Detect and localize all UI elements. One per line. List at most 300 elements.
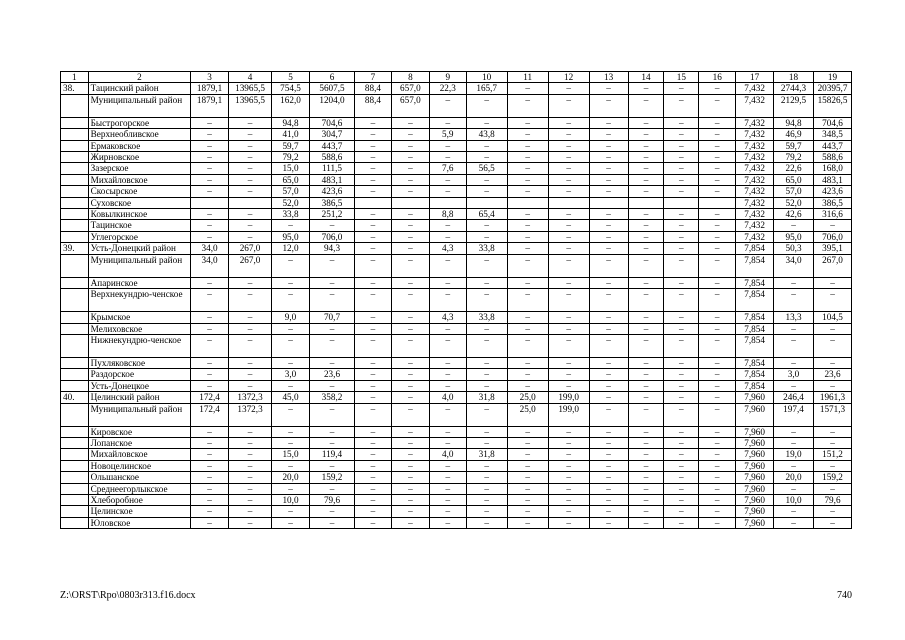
row-number-cell [61,517,89,528]
value-cell: 395,1 [813,243,851,254]
value-cell: – [229,231,272,242]
value-cell [548,197,589,208]
value-cell: – [191,323,229,334]
row-number-cell [61,209,89,220]
value-cell: – [813,357,851,368]
table-row [61,357,852,368]
value-cell: – [548,186,589,197]
header-cell: 15 [664,72,699,83]
value-cell: – [507,506,548,517]
value-cell: – [628,231,664,242]
value-cell: 423,6 [813,186,851,197]
value-cell: 52,0 [272,197,310,208]
value-cell [664,197,699,208]
row-number-cell [61,369,89,380]
value-cell: – [391,323,429,334]
row-number-cell [61,129,89,140]
value-cell: – [548,83,589,94]
header-cell: 6 [309,72,354,83]
value-cell: – [191,140,229,151]
value-cell: 7,432 [736,94,774,117]
value-cell: 2744,3 [774,83,814,94]
value-cell: – [628,517,664,528]
value-cell: – [466,517,507,528]
value-cell: – [391,254,429,277]
value-cell: 172,4 [191,403,229,426]
district-name-cell: Среднеегорлыкское [88,483,190,494]
value-cell: – [272,426,310,437]
table-row [61,117,852,128]
value-cell: – [699,83,736,94]
value-cell: 7,960 [736,426,774,437]
row-number-cell [61,403,89,426]
value-cell: – [429,437,466,448]
value-cell: – [355,494,392,505]
value-cell: – [355,369,392,380]
value-cell: – [664,163,699,174]
value-cell: – [429,174,466,185]
value-cell: – [429,254,466,277]
value-cell: – [664,449,699,460]
district-name-cell: Михайловское [88,449,190,460]
header-row [61,72,852,83]
value-cell: 7,432 [736,152,774,163]
value-cell: – [548,140,589,151]
value-cell: – [628,506,664,517]
table-row [61,197,852,208]
value-cell: – [507,277,548,288]
value-cell: – [272,289,310,312]
district-name-cell: Целинский район [88,392,190,403]
header-cell: 16 [699,72,736,83]
value-cell: – [589,209,628,220]
value-cell: 4,0 [429,449,466,460]
value-cell: – [628,369,664,380]
value-cell: 7,432 [736,140,774,151]
value-cell: – [272,357,310,368]
value-cell: – [191,449,229,460]
value-cell: – [664,83,699,94]
value-cell: 7,432 [736,197,774,208]
value-cell: – [548,323,589,334]
district-name-cell: Новоцелинское [88,460,190,471]
value-cell: 88,4 [355,94,392,117]
value-cell: – [589,129,628,140]
value-cell: – [548,163,589,174]
header-cell: 1 [61,72,89,83]
row-number-cell [61,289,89,312]
value-cell: – [466,94,507,117]
value-cell: – [391,117,429,128]
table-row [61,472,852,483]
value-cell: – [628,254,664,277]
value-cell: – [507,209,548,220]
row-number-cell [61,94,89,117]
value-cell: – [774,437,814,448]
value-cell: – [466,334,507,357]
value-cell: – [309,483,354,494]
value-cell: – [229,209,272,220]
value-cell: – [391,437,429,448]
row-number-cell [61,186,89,197]
value-cell: – [628,392,664,403]
value-cell: – [548,334,589,357]
value-cell: – [391,334,429,357]
district-name-cell: Ольшанское [88,472,190,483]
value-cell: – [548,289,589,312]
value-cell: – [699,243,736,254]
value-cell: 657,0 [391,83,429,94]
value-cell: – [466,437,507,448]
value-cell: 443,7 [813,140,851,151]
table-row [61,289,852,312]
value-cell: – [548,380,589,391]
value-cell: – [589,117,628,128]
value-cell: – [355,392,392,403]
value-cell: – [507,220,548,231]
district-name-cell: Ермаковское [88,140,190,151]
value-cell: – [548,426,589,437]
value-cell: – [466,220,507,231]
table-row [61,152,852,163]
value-cell: 65,0 [272,174,310,185]
value-cell: – [191,380,229,391]
value-cell: – [355,243,392,254]
value-cell: – [589,483,628,494]
value-cell: 119,4 [309,449,354,460]
value-cell: 7,960 [736,506,774,517]
value-cell: – [466,506,507,517]
value-cell [429,197,466,208]
value-cell: – [664,140,699,151]
row-number-cell [61,494,89,505]
value-cell [589,197,628,208]
district-name-cell: Углегорское [88,231,190,242]
value-cell: – [589,460,628,471]
value-cell: – [628,209,664,220]
value-cell: – [507,163,548,174]
table-row [61,220,852,231]
value-cell: 7,960 [736,392,774,403]
row-number-cell [61,449,89,460]
value-cell: 45,0 [272,392,310,403]
header-cell: 11 [507,72,548,83]
value-cell: – [628,494,664,505]
value-cell: – [229,334,272,357]
value-cell: 7,432 [736,83,774,94]
value-cell: 33,8 [466,312,507,323]
value-cell: – [774,334,814,357]
value-cell: – [391,140,429,151]
value-cell: – [355,426,392,437]
value-cell: – [548,506,589,517]
value-cell: – [664,426,699,437]
value-cell: – [699,460,736,471]
value-cell: – [589,517,628,528]
value-cell: 22,6 [774,163,814,174]
district-name-cell: Усть-Донецкое [88,380,190,391]
district-name-cell: Пухляковское [88,357,190,368]
value-cell: – [309,220,354,231]
value-cell: – [466,403,507,426]
value-cell: – [229,460,272,471]
value-cell: – [191,231,229,242]
table-row [61,209,852,220]
value-cell: – [466,254,507,277]
value-cell: – [355,209,392,220]
value-cell: – [813,323,851,334]
value-cell: 1372,3 [229,392,272,403]
value-cell: – [589,403,628,426]
value-cell: 65,0 [774,174,814,185]
value-cell: – [774,220,814,231]
value-cell: 88,4 [355,83,392,94]
value-cell: – [391,380,429,391]
value-cell: – [429,220,466,231]
value-cell: – [589,392,628,403]
value-cell: 7,432 [736,209,774,220]
value-cell: – [507,460,548,471]
value-cell: 7,432 [736,220,774,231]
value-cell: 20395,7 [813,83,851,94]
value-cell: – [548,277,589,288]
value-cell: – [466,186,507,197]
value-cell: – [229,380,272,391]
value-cell: 7,854 [736,277,774,288]
row-number-cell [61,437,89,448]
value-cell: – [391,220,429,231]
value-cell: – [355,254,392,277]
value-cell: – [699,426,736,437]
value-cell: – [628,357,664,368]
value-cell: – [813,460,851,471]
value-cell: – [429,140,466,151]
value-cell: 33,8 [272,209,310,220]
value-cell: – [699,163,736,174]
value-cell: 43,8 [466,129,507,140]
table-row [61,254,852,277]
value-cell: – [589,140,628,151]
value-cell: 22,3 [429,83,466,94]
table-row [61,517,852,528]
value-cell: – [548,220,589,231]
value-cell: 13965,5 [229,94,272,117]
value-cell: – [466,472,507,483]
value-cell: – [355,472,392,483]
row-number-cell [61,506,89,517]
table-row [61,163,852,174]
value-cell: – [507,472,548,483]
row-number-cell [61,197,89,208]
value-cell: – [309,517,354,528]
value-cell: – [229,289,272,312]
value-cell: – [391,517,429,528]
value-cell: – [229,506,272,517]
value-cell: 588,6 [309,152,354,163]
value-cell: 19,0 [774,449,814,460]
value-cell: – [664,186,699,197]
value-cell: – [664,220,699,231]
table-row [61,323,852,334]
value-cell: – [429,231,466,242]
table-row [61,506,852,517]
value-cell: – [355,460,392,471]
value-cell: – [355,334,392,357]
value-cell: 162,0 [272,94,310,117]
value-cell: 251,2 [309,209,354,220]
value-cell: 2129,5 [774,94,814,117]
value-cell: – [391,129,429,140]
value-cell: 8,8 [429,209,466,220]
value-cell: – [191,289,229,312]
value-cell: – [628,403,664,426]
value-cell: – [813,437,851,448]
row-number-cell [61,323,89,334]
value-cell: – [699,369,736,380]
value-cell: – [309,357,354,368]
value-cell: – [229,277,272,288]
value-cell: – [429,426,466,437]
value-cell: – [391,369,429,380]
value-cell: – [309,334,354,357]
value-cell: – [699,312,736,323]
district-name-cell: Нижнекундрю-ченское [88,334,190,357]
value-cell: – [391,357,429,368]
value-cell: – [664,369,699,380]
value-cell: – [589,163,628,174]
value-cell: – [429,494,466,505]
value-cell: – [699,506,736,517]
value-cell: – [229,437,272,448]
value-cell: – [548,483,589,494]
value-cell: – [589,254,628,277]
value-cell: 31,8 [466,449,507,460]
table-row [61,403,852,426]
value-cell: – [664,380,699,391]
value-cell: – [272,483,310,494]
value-cell: 267,0 [813,254,851,277]
value-cell: – [664,117,699,128]
value-cell: – [548,437,589,448]
value-cell: 34,0 [191,254,229,277]
value-cell: – [229,140,272,151]
value-cell: – [774,506,814,517]
value-cell: 7,432 [736,174,774,185]
value-cell: 15,0 [272,449,310,460]
value-cell: 94,8 [272,117,310,128]
value-cell: 34,0 [774,254,814,277]
value-cell: 7,960 [736,437,774,448]
value-cell: 7,854 [736,380,774,391]
value-cell: 246,4 [774,392,814,403]
value-cell: – [507,449,548,460]
table-row [61,94,852,117]
value-cell: – [466,483,507,494]
value-cell: – [272,380,310,391]
value-cell: 94,3 [309,243,354,254]
value-cell: 423,6 [309,186,354,197]
value-cell: – [391,472,429,483]
row-number-cell [61,174,89,185]
table-row [61,129,852,140]
district-name-cell: Муниципальный район [88,403,190,426]
header-cell: 19 [813,72,851,83]
value-cell: 104,5 [813,312,851,323]
value-cell: – [466,231,507,242]
value-cell: – [664,243,699,254]
value-cell: 706,0 [309,231,354,242]
value-cell: – [628,220,664,231]
value-cell: – [664,460,699,471]
value-cell: – [628,129,664,140]
value-cell: 159,2 [309,472,354,483]
value-cell: – [774,380,814,391]
district-name-cell: Апаринское [88,277,190,288]
value-cell: – [507,152,548,163]
value-cell: 12,0 [272,243,310,254]
value-cell: – [191,152,229,163]
value-cell: 4,0 [429,392,466,403]
value-cell: – [507,186,548,197]
value-cell: – [429,117,466,128]
row-number-cell [61,472,89,483]
value-cell: – [699,380,736,391]
district-name-cell: Зазерское [88,163,190,174]
row-number-cell [61,163,89,174]
value-cell: – [391,231,429,242]
value-cell: – [699,392,736,403]
value-cell: 25,0 [507,392,548,403]
value-cell: 95,0 [774,231,814,242]
value-cell: – [628,140,664,151]
value-cell: – [589,323,628,334]
row-number-cell [61,220,89,231]
value-cell: – [191,209,229,220]
value-cell: 7,432 [736,129,774,140]
value-cell: – [466,323,507,334]
value-cell: 316,6 [813,209,851,220]
value-cell: – [229,163,272,174]
value-cell: 59,7 [272,140,310,151]
value-cell [466,197,507,208]
value-cell: 3,0 [272,369,310,380]
value-cell: – [774,277,814,288]
value-cell: 7,960 [736,460,774,471]
value-cell: 165,7 [466,83,507,94]
value-cell: – [548,209,589,220]
value-cell [191,197,229,208]
value-cell: 7,960 [736,483,774,494]
district-name-cell: Кировское [88,426,190,437]
value-cell: 79,6 [813,494,851,505]
table-row [61,380,852,391]
value-cell: 56,5 [466,163,507,174]
value-cell: – [309,437,354,448]
value-cell: 23,6 [309,369,354,380]
value-cell: 358,2 [309,392,354,403]
value-cell: – [272,403,310,426]
value-cell: – [628,163,664,174]
value-cell: – [664,506,699,517]
value-cell: – [813,380,851,391]
value-cell: – [355,117,392,128]
data-table [60,71,852,529]
value-cell: – [191,334,229,357]
value-cell: – [699,437,736,448]
value-cell: 41,0 [272,129,310,140]
value-cell: – [391,243,429,254]
value-cell: 5,9 [429,129,466,140]
